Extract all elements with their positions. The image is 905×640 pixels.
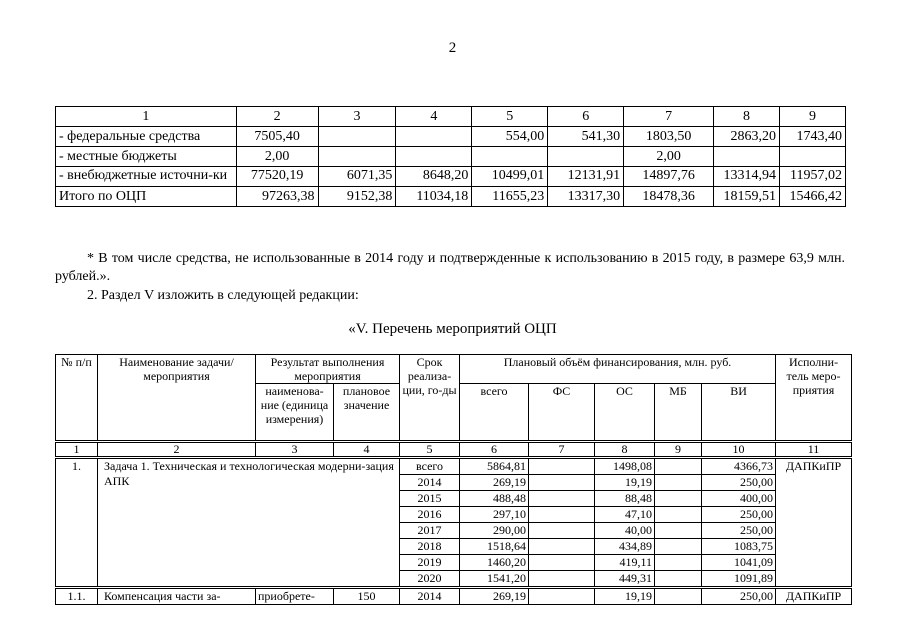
row-label: - федеральные средства bbox=[56, 127, 237, 147]
task-row bbox=[56, 458, 852, 475]
header-result-name: наименова-ние (единица измерения) bbox=[256, 384, 334, 442]
mb-cell bbox=[655, 507, 702, 523]
total-cell: 269,19 bbox=[460, 475, 529, 491]
column-number: 5 bbox=[400, 442, 460, 458]
vi-cell: 250,00 bbox=[702, 588, 776, 605]
column-header: 7 bbox=[624, 107, 714, 127]
column-header: 8 bbox=[714, 107, 780, 127]
table-cell: 11957,02 bbox=[779, 167, 845, 187]
period-cell: 2014 bbox=[400, 475, 460, 491]
table-cell: 9152,38 bbox=[318, 187, 396, 207]
fs-cell bbox=[529, 458, 595, 475]
table-cell bbox=[714, 147, 780, 167]
header-no: № п/п bbox=[56, 355, 98, 442]
row-label: - местные бюджеты bbox=[56, 147, 237, 167]
column-number: 10 bbox=[702, 442, 776, 458]
table-cell: 11034,18 bbox=[396, 187, 472, 207]
fs-cell bbox=[529, 523, 595, 539]
table-cell: 1743,40 bbox=[779, 127, 845, 147]
section-heading: «V. Перечень мероприятий ОЦП bbox=[348, 321, 557, 337]
table-cell bbox=[318, 127, 396, 147]
period-cell: всего bbox=[400, 458, 460, 475]
fs-cell bbox=[529, 491, 595, 507]
vi-cell: 250,00 bbox=[702, 523, 776, 539]
table-cell: 6071,35 bbox=[318, 167, 396, 187]
column-number: 9 bbox=[655, 442, 702, 458]
total-cell: 1541,20 bbox=[460, 571, 529, 588]
table-cell: 2863,20 bbox=[714, 127, 780, 147]
column-header: 3 bbox=[318, 107, 396, 127]
os-cell: 449,31 bbox=[595, 571, 655, 588]
period-cell: 2016 bbox=[400, 507, 460, 523]
total-cell: 5864,81 bbox=[460, 458, 529, 475]
table-cell: 541,30 bbox=[548, 127, 624, 147]
column-header: 1 bbox=[56, 107, 237, 127]
vi-cell: 1083,75 bbox=[702, 539, 776, 555]
table-cell: 2,00 bbox=[236, 147, 318, 167]
os-cell: 419,11 bbox=[595, 555, 655, 571]
row-label: - внебюджетные источни-ки bbox=[56, 167, 237, 187]
period-cell: 2017 bbox=[400, 523, 460, 539]
mb-cell bbox=[655, 458, 702, 475]
table-cell bbox=[472, 147, 548, 167]
column-number: 8 bbox=[595, 442, 655, 458]
column-number: 7 bbox=[529, 442, 595, 458]
os-cell: 1498,08 bbox=[595, 458, 655, 475]
header-finance: Плановый объём финансирования, млн. руб. bbox=[460, 355, 776, 384]
mb-cell bbox=[655, 539, 702, 555]
header-name: Наименование задачи/мероприятия bbox=[98, 355, 256, 442]
period-cell: 2014 bbox=[400, 588, 460, 605]
total-cell: 1460,20 bbox=[460, 555, 529, 571]
table-cell: 18478,36 bbox=[624, 187, 714, 207]
table-cell: 97263,38 bbox=[236, 187, 318, 207]
table-cell: 13317,30 bbox=[548, 187, 624, 207]
column-number: 2 bbox=[98, 442, 256, 458]
table-cell: 1803,50 bbox=[624, 127, 714, 147]
table-cell bbox=[548, 147, 624, 167]
table-cell: 13314,94 bbox=[714, 167, 780, 187]
vi-cell: 1091,89 bbox=[702, 571, 776, 588]
total-cell: 488,48 bbox=[460, 491, 529, 507]
header-row-1 bbox=[56, 355, 852, 384]
table-row bbox=[56, 167, 846, 187]
header-vi: ВИ bbox=[702, 384, 776, 442]
header-mb: МБ bbox=[655, 384, 702, 442]
fs-cell bbox=[529, 588, 595, 605]
header-period: Срок реализа-ции, го-ды bbox=[400, 355, 460, 442]
fs-cell bbox=[529, 475, 595, 491]
period-cell: 2015 bbox=[400, 491, 460, 507]
column-header: 6 bbox=[548, 107, 624, 127]
result-value-cell: 150 bbox=[334, 588, 400, 605]
column-number: 1 bbox=[56, 442, 98, 458]
os-cell: 88,48 bbox=[595, 491, 655, 507]
os-cell: 47,10 bbox=[595, 507, 655, 523]
total-cell: 297,10 bbox=[460, 507, 529, 523]
table-cell: 2,00 bbox=[624, 147, 714, 167]
table-cell: 554,00 bbox=[472, 127, 548, 147]
column-header: 9 bbox=[779, 107, 845, 127]
fs-cell bbox=[529, 571, 595, 588]
table-header-row bbox=[56, 107, 846, 127]
measures-table bbox=[55, 354, 852, 605]
os-cell: 434,89 bbox=[595, 539, 655, 555]
table-cell: 77520,19 bbox=[236, 167, 318, 187]
table-cell: 10499,01 bbox=[472, 167, 548, 187]
total-cell: 290,00 bbox=[460, 523, 529, 539]
vi-cell: 250,00 bbox=[702, 507, 776, 523]
header-result-value: плановое значение bbox=[334, 384, 400, 442]
page-number: 2 bbox=[448, 40, 457, 56]
result-name-cell: приобрете- bbox=[256, 588, 334, 605]
column-number: 4 bbox=[334, 442, 400, 458]
total-cell: 1518,64 bbox=[460, 539, 529, 555]
column-number: 11 bbox=[776, 442, 852, 458]
table-cell: 7505,40 bbox=[236, 127, 318, 147]
column-number-row bbox=[56, 442, 852, 458]
section-instruction: 2. Раздел V изложить в следующей редакции: bbox=[87, 288, 359, 303]
header-os: ОС bbox=[595, 384, 655, 442]
header-result: Результат выполнения мероприятия bbox=[256, 355, 400, 384]
header-fs: ФС bbox=[529, 384, 595, 442]
table-cell: 12131,91 bbox=[548, 167, 624, 187]
measure-row bbox=[56, 588, 852, 605]
funding-summary-table bbox=[55, 106, 846, 207]
vi-cell: 1041,09 bbox=[702, 555, 776, 571]
os-cell: 40,00 bbox=[595, 523, 655, 539]
row-label: Итого по ОЦП bbox=[56, 187, 237, 207]
executor-cell: ДАПКиПР bbox=[776, 588, 852, 605]
table-row bbox=[56, 147, 846, 167]
table-cell bbox=[779, 147, 845, 167]
table-row-total bbox=[56, 187, 846, 207]
table-cell: 8648,20 bbox=[396, 167, 472, 187]
task-number: 1. bbox=[56, 458, 98, 588]
column-number: 6 bbox=[460, 442, 529, 458]
footnote: * В том числе средства, не использованные в 2014 году и подтвержденные к использованию в 2015 году, в размере 63,9 млн. рублей.». bbox=[55, 251, 845, 284]
column-header: 4 bbox=[396, 107, 472, 127]
table-cell: 15466,42 bbox=[779, 187, 845, 207]
mb-cell bbox=[655, 555, 702, 571]
vi-cell: 400,00 bbox=[702, 491, 776, 507]
task-name: Задача 1. Техническая и технологическая модерни-зация АПК bbox=[98, 458, 400, 588]
table-cell bbox=[396, 147, 472, 167]
table-cell: 14897,76 bbox=[624, 167, 714, 187]
period-cell: 2019 bbox=[400, 555, 460, 571]
measure-number: 1.1. bbox=[56, 588, 98, 605]
mb-cell bbox=[655, 523, 702, 539]
os-cell: 19,19 bbox=[595, 475, 655, 491]
mb-cell bbox=[655, 571, 702, 588]
os-cell: 19,19 bbox=[595, 588, 655, 605]
header-total: всего bbox=[460, 384, 529, 442]
period-cell: 2020 bbox=[400, 571, 460, 588]
executor-cell: ДАПКиПР bbox=[776, 458, 852, 588]
table-row bbox=[56, 127, 846, 147]
header-executor: Исполни-тель меро-приятия bbox=[776, 355, 852, 442]
column-header: 2 bbox=[236, 107, 318, 127]
table-cell: 18159,51 bbox=[714, 187, 780, 207]
total-cell: 269,19 bbox=[460, 588, 529, 605]
measure-name: Компенсация части за- bbox=[98, 588, 256, 605]
table-cell: 11655,23 bbox=[472, 187, 548, 207]
mb-cell bbox=[655, 588, 702, 605]
table-cell bbox=[396, 127, 472, 147]
fs-cell bbox=[529, 555, 595, 571]
period-cell: 2018 bbox=[400, 539, 460, 555]
column-number: 3 bbox=[256, 442, 334, 458]
vi-cell: 250,00 bbox=[702, 475, 776, 491]
fs-cell bbox=[529, 539, 595, 555]
fs-cell bbox=[529, 507, 595, 523]
mb-cell bbox=[655, 475, 702, 491]
column-header: 5 bbox=[472, 107, 548, 127]
table-cell bbox=[318, 147, 396, 167]
vi-cell: 4366,73 bbox=[702, 458, 776, 475]
mb-cell bbox=[655, 491, 702, 507]
